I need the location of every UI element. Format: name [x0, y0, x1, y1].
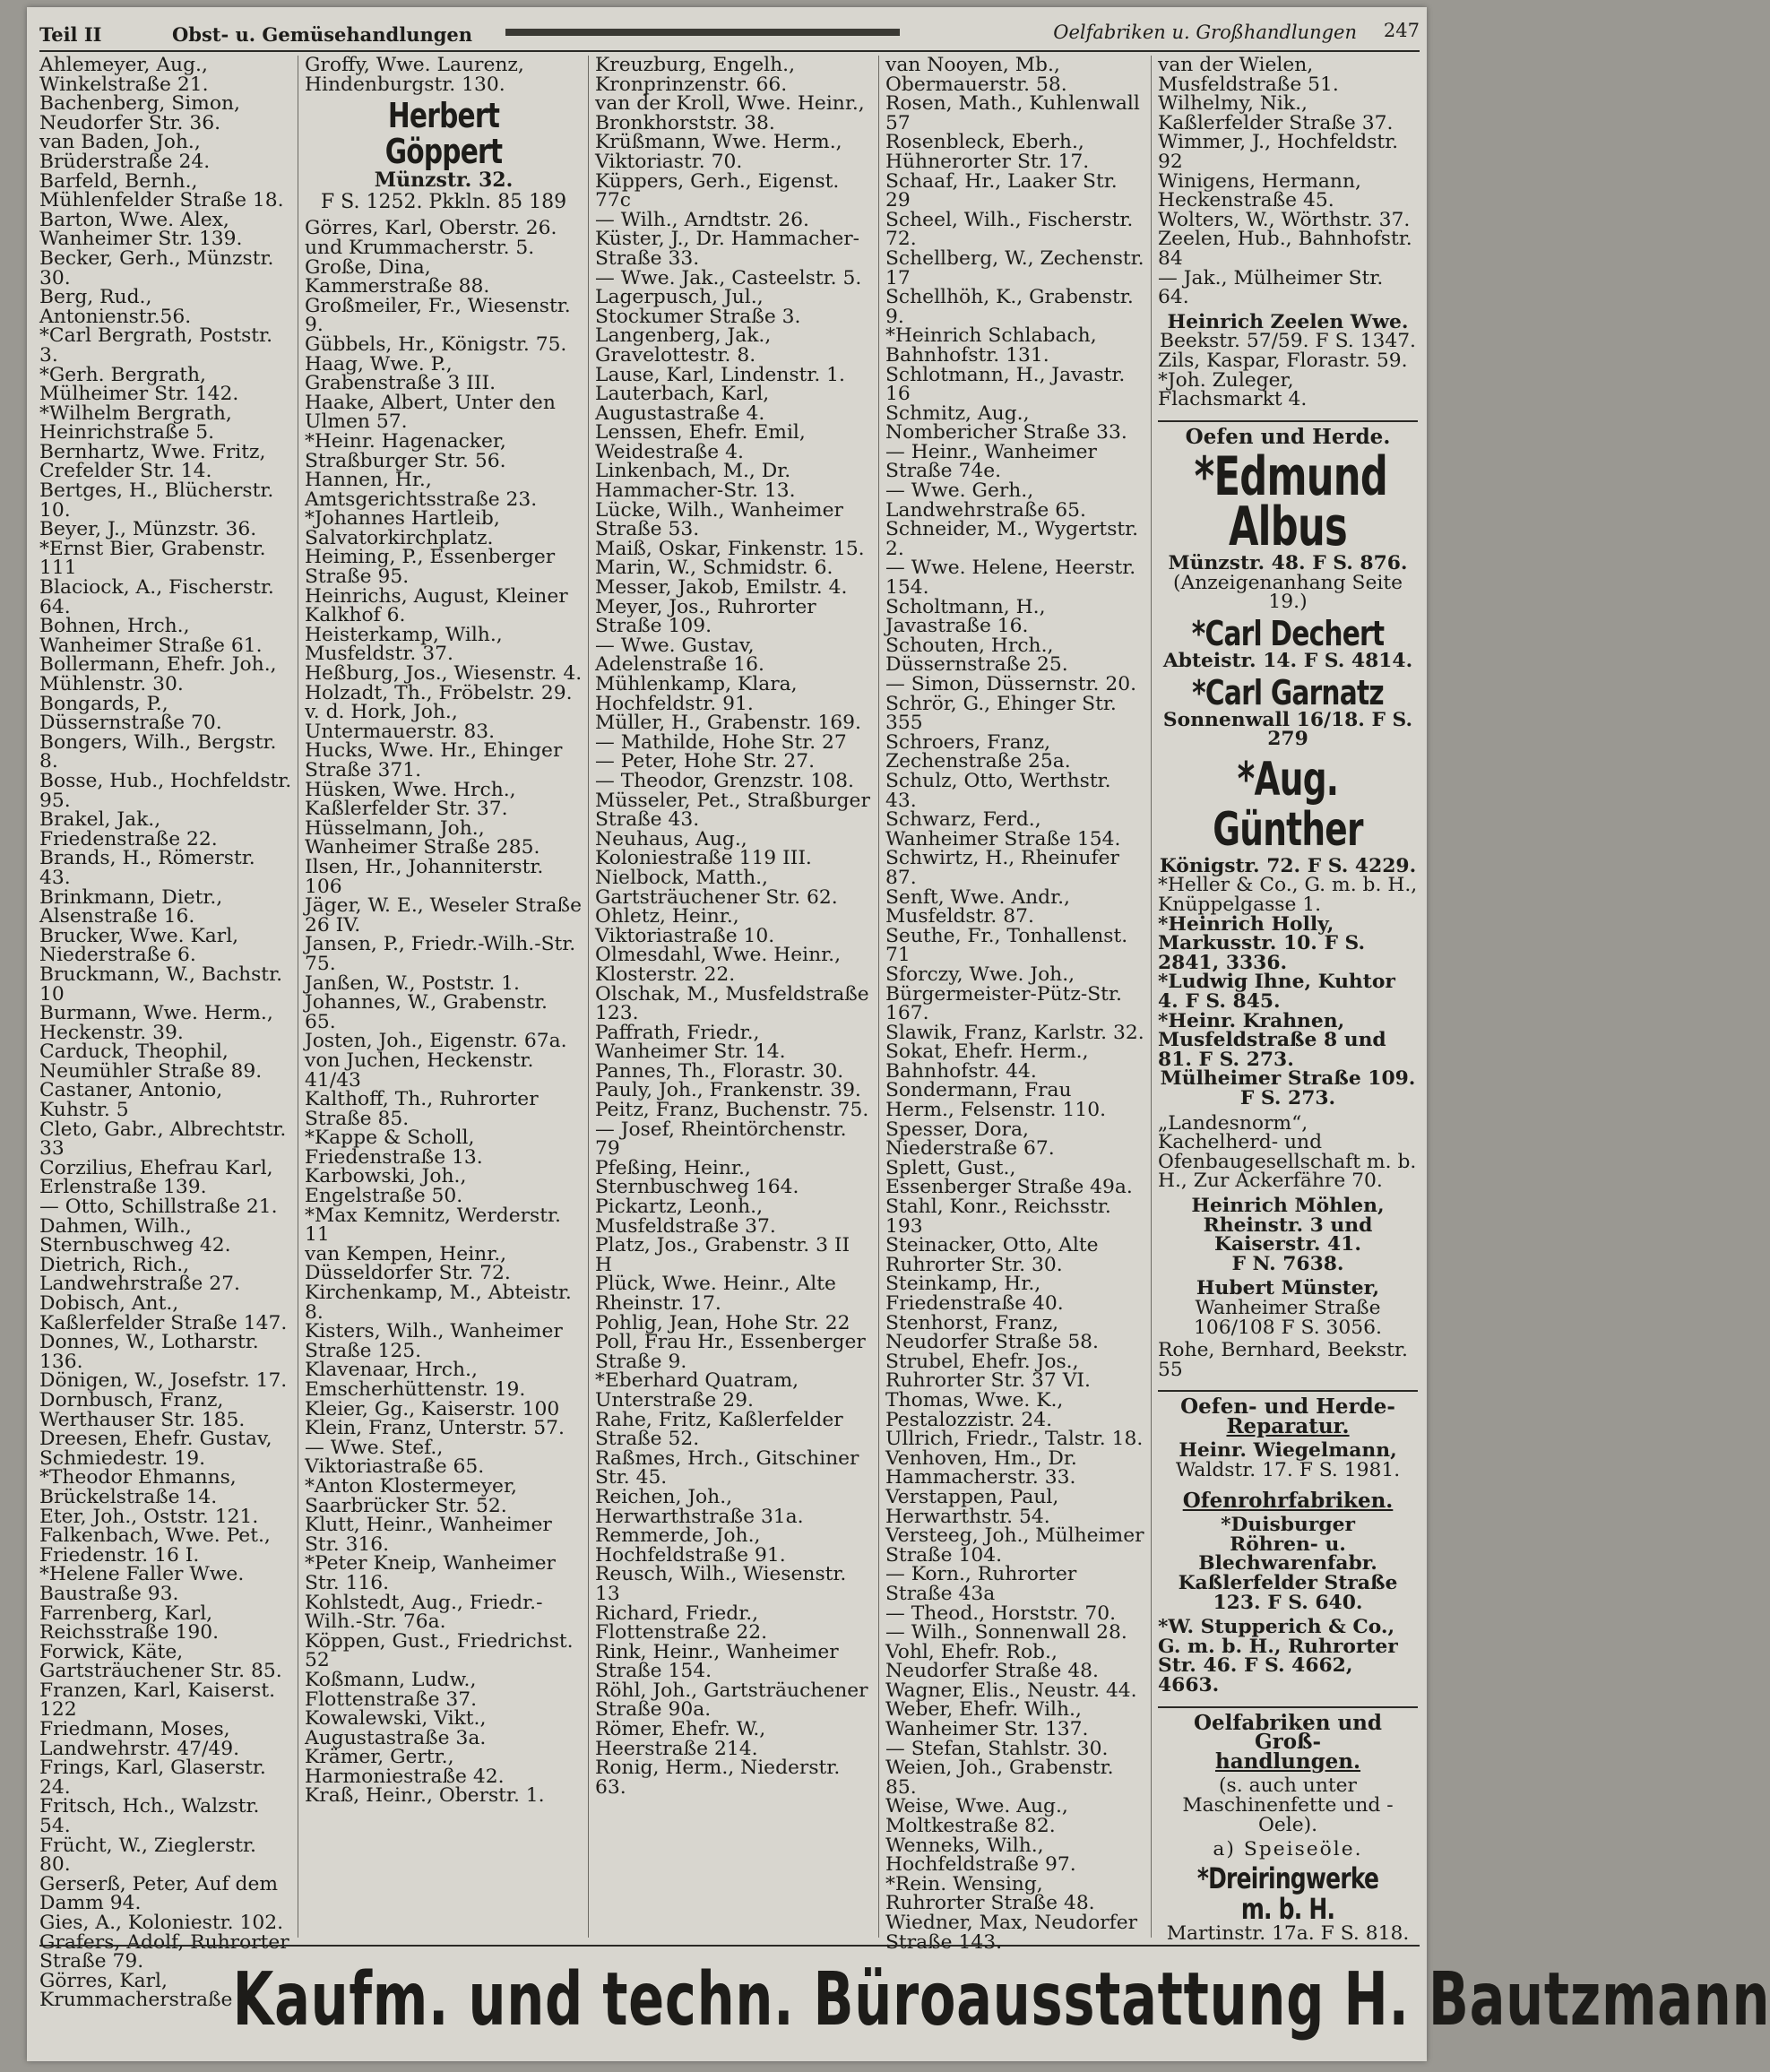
listing-oel-note: (s. auch unter Maschinenfette und -Oele).: [1182, 1774, 1394, 1836]
directory-entry: Klein, Franz, Unterstr. 57.: [305, 1417, 565, 1440]
directory-entry: Dreesen, Ehefr. Gustav, Schmiedestr. 19.: [39, 1428, 272, 1470]
section-oefen-herde: Oefen und Herde.: [1158, 420, 1418, 447]
directory-entry: Berg, Rud., Antonienstr.56.: [39, 286, 192, 328]
directory-entry: Bernhartz, Wwe. Fritz, Crefelder Str. 14.: [39, 440, 266, 483]
ad-dreiring-1: *Dreiringwerke: [1196, 1860, 1379, 1895]
page-header: [39, 16, 1420, 52]
directory-entry: Stahl, Konr., Reichsstr. 193: [885, 1196, 1111, 1238]
directory-entry: Strubel, Ehefr. Jos., Ruhrorter Str. 37 VI.: [885, 1350, 1091, 1393]
header-category: Obst- u. Gemüsehandlungen: [172, 23, 473, 46]
directory-entry: Görres, Karl, Oberstr. 26. und Krummacherstr. 5.: [305, 217, 557, 259]
directory-entry: Bollermann, Ehefr. Joh., Mühlenstr. 30.: [39, 653, 277, 695]
directory-entry: Klutt, Heinr., Wanheimer Str. 316.: [305, 1514, 552, 1556]
directory-entry: Ilsen, Hr., Johanniterstr. 106: [305, 855, 544, 898]
directory-entry: — Wwe. Helene, Heerstr. 154.: [885, 557, 1136, 600]
directory-entry: van der Kroll, Wwe. Heinr., Bronkhorststr. 38.: [595, 92, 865, 134]
directory-entry: — Theodor, Grenzstr. 108.: [595, 769, 854, 792]
listing-stupperich: *W. Stupperich & Co., G. m. b. H., Ruhrorter Str. 46. F S. 4662, 4663.: [1158, 1616, 1398, 1696]
listing-zeelen-addr: Beekstr. 57/59. F S. 1347.: [1160, 330, 1416, 353]
directory-entry: van der Wielen, Musfeldstraße 51.: [1158, 54, 1339, 96]
directory-entry: Heinrichs, August, Kleiner Kalkhof 6.: [305, 584, 568, 627]
ad-goeppert: [305, 98, 583, 212]
directory-entry: Krämer, Gertr., Harmoniestraße 42.: [305, 1746, 505, 1788]
directory-entry: Brinkmann, Dietr., Alsenstraße 16.: [39, 885, 223, 928]
directory-entry: Steinkamp, Hr., Friedenstraße 40.: [885, 1273, 1064, 1315]
directory-entry: Zeelen, Hub., Bahnhofstr. 84: [1158, 228, 1412, 270]
directory-entry: v. d. Hork, Joh., Untermauerstr. 83.: [305, 701, 495, 743]
directory-entry: Wolters, W., Wörthstr. 37.: [1158, 208, 1411, 231]
directory-entry: Gerserß, Peter, Auf dem Damm 94.: [39, 1872, 279, 1915]
directory-entry: Mühlenkamp, Klara, Hochfeldstr. 91.: [595, 673, 798, 715]
ad-garnatz-name: *Carl Garnatz: [1192, 672, 1384, 712]
directory-entry: *Gerh. Bergrath, Mülheimer Str. 142.: [39, 363, 239, 406]
directory-entry: Kowalewski, Vikt., Augustastraße 3a.: [305, 1707, 487, 1749]
directory-entry: Scholtmann, H., Javastraße 16.: [885, 595, 1046, 638]
directory-entry: *Theodor Ehmanns, Brückelstraße 14.: [39, 1466, 237, 1508]
directory-entry: Heiming, P., Essenberger Straße 95.: [305, 546, 556, 589]
directory-entry: Müller, H., Grabenstr. 169.: [595, 712, 861, 735]
bottom-advertisement: [39, 1945, 1770, 2054]
directory-entry: Groffy, Wwe. Laurenz, Hindenburgstr. 130.: [305, 54, 524, 96]
directory-entry: Castaner, Antonio, Kuhstr. 5: [39, 1079, 223, 1122]
directory-entry: Weien, Joh., Grabenstr. 85.: [885, 1757, 1114, 1799]
directory-entry: — Wwe. Jak., Casteelstr. 5.: [595, 266, 862, 289]
directory-entry: Kohlstedt, Aug., Friedr.-Wilh.-Str. 76a.: [305, 1591, 543, 1634]
directory-entry: *Johannes Hartleib, Salvatorkirchplatz.: [305, 507, 500, 549]
directory-entry: Barfeld, Bernh., Mühlenfelder Straße 18.: [39, 169, 284, 212]
directory-entry: Kalthoff, Th., Ruhrorter Straße 85.: [305, 1088, 539, 1130]
directory-entry: *Carl Bergrath, Poststr. 3.: [39, 324, 272, 367]
directory-entry: Johannes, W., Grabenstr. 65.: [305, 991, 548, 1033]
directory-entry: Poll, Frau Hr., Essenberger Straße 9.: [595, 1331, 866, 1373]
listing-ihne: *Ludwig Ihne, Kuhtor 4. F S. 845.: [1158, 971, 1395, 1013]
directory-entry: Dahmen, Wilh., Sternbuschweg 42.: [39, 1214, 231, 1257]
directory-entry: Pannes, Th., Florastr. 30.: [595, 1059, 844, 1083]
directory-entry: Ohletz, Heinr., Viktoriastraße 10.: [595, 905, 775, 947]
ad-albus-name: *Edmund Albus: [1194, 445, 1388, 559]
directory-entry: Lause, Karl, Lindenstr. 1.: [595, 363, 845, 386]
directory-entry: Rahe, Fritz, Kaßlerfelder Straße 52.: [595, 1408, 843, 1451]
directory-entry: Splett, Gust., Essenberger Straße 49a.: [885, 1156, 1133, 1199]
directory-entry: Venhoven, Hm., Dr. Hammacherstr. 33.: [885, 1446, 1077, 1489]
directory-entry: Versteeg, Joh., Mülheimer Straße 104.: [885, 1524, 1144, 1567]
directory-entry: Eter, Joh., Oststr. 121.: [39, 1505, 259, 1528]
directory-entry: Olmesdahl, Wwe. Heinr., Klosterstr. 22.: [595, 944, 842, 986]
listing-duisburger-addr: Kaßlerfelder Straße 123. F S. 640.: [1178, 1572, 1398, 1614]
listing-zils: Zils, Kaspar, Florastr. 59.: [1158, 349, 1408, 372]
directory-entry: Pohlig, Jean, Hohe Str. 22: [595, 1311, 850, 1334]
directory-entry: Schwirtz, H., Rheinufer 87.: [885, 847, 1119, 889]
directory-entry: Krüßmann, Wwe. Herm., Viktoriastr. 70.: [595, 131, 842, 173]
directory-entry: Fritsch, Hch., Walzstr. 54.: [39, 1795, 260, 1838]
directory-entry: *Kappe & Scholl, Friedenstraße 13.: [305, 1127, 483, 1169]
listing-duisburger-line: Röhren- u. Blechwarenfabr.: [1198, 1532, 1377, 1576]
listing-wiegelmann: Heinr. Wiegelmann,: [1179, 1439, 1397, 1463]
directory-entry: — Wilh., Arndtstr. 26.: [595, 208, 809, 231]
directory-entry: Weise, Wwe. Aug., Moltkestraße 82.: [885, 1795, 1068, 1838]
directory-entry: Scheel, Wilh., Fischerstr. 72.: [885, 208, 1134, 251]
ad-guenther-name: *Aug. Günther: [1213, 752, 1363, 857]
page-number: 247: [1383, 20, 1420, 41]
ad-garnatz-addr: Sonnenwall 16/18. F S. 279: [1162, 708, 1413, 751]
directory-entry: — Mathilde, Hohe Str. 27: [595, 730, 847, 754]
directory-entry: Senft, Wwe. Andr., Musfeldstr. 87.: [885, 885, 1070, 928]
directory-entry: — Jak., Mülheimer Str. 64.: [1158, 266, 1384, 309]
listing-duisburger: *Duisburger: [1221, 1514, 1355, 1537]
column-divider: [588, 56, 589, 1938]
directory-entry: Hucks, Wwe. Hr., Ehinger Straße 371.: [305, 739, 563, 781]
directory-entry: Marin, W., Schmidstr. 6.: [595, 557, 833, 580]
directory-entry: Slawik, Franz, Karlstr. 32.: [885, 1021, 1144, 1044]
directory-entry: Frücht, W., Zieglerstr. 80.: [39, 1834, 256, 1877]
directory-entry: Gübbels, Hr., Königstr. 75.: [305, 332, 567, 356]
directory-entry: Kirchenkamp, M., Abteistr. 8.: [305, 1282, 572, 1324]
directory-entry: Sokat, Ehefr. Herm., Bahnhofstr. 44.: [885, 1040, 1089, 1083]
directory-entry: *Max Kemnitz, Werderstr. 11: [305, 1204, 561, 1247]
directory-entry: Lenssen, Ehefr. Emil, Weidestraße 4.: [595, 421, 806, 463]
directory-entry: Peitz, Franz, Buchenstr. 75.: [595, 1099, 869, 1122]
ad-goeppert-name: Herbert Göppert: [384, 96, 503, 172]
section-reparatur-2: Reparatur.: [1226, 1413, 1350, 1438]
directory-entry: Lücke, Wilh., Wanheimer Straße 53.: [595, 498, 843, 541]
directory-entry: Brakel, Jak., Friedenstraße 22.: [39, 808, 218, 850]
directory-entry: Klavenaar, Hrch., Emscherhüttenstr. 19.: [305, 1359, 526, 1401]
column-2: [305, 56, 586, 1939]
directory-entry: Wiedner, Max, Neudorfer Straße 143.: [885, 1912, 1138, 1954]
directory-entry: — Theod., Horststr. 70.: [885, 1601, 1117, 1625]
section-ofenrohr: Ofenrohrfabriken.: [1182, 1488, 1394, 1513]
ad-dreiring-addr: Martinstr. 17a. F S. 818.: [1166, 1921, 1410, 1945]
directory-entry: Blaciock, A., Fischerstr. 64.: [39, 576, 274, 618]
directory-entry: *Ernst Bier, Grabenstr. 111: [39, 537, 266, 580]
directory-entry: Hüsselmann, Joh., Wanheimer Straße 285.: [305, 816, 540, 859]
section-reparatur-1: Oefen- und Herde-: [1158, 1390, 1418, 1417]
directory-entry: Wimmer, J., Hochfeldstr. 92: [1158, 131, 1399, 173]
ad-albus-note: (Anzeigenanhang Seite 19.): [1173, 571, 1403, 614]
directory-entry: Beyer, J., Münzstr. 36.: [39, 518, 257, 541]
directory-entry: Sondermann, Frau Herm., Felsenstr. 110.: [885, 1079, 1107, 1122]
ad-guenther-addr: Königstr. 72. F S. 4229.: [1159, 854, 1417, 877]
directory-entry: Hüsken, Wwe. Hrch., Kaßlerfelder Str. 37.: [305, 778, 516, 821]
directory-entry: Schellberg, W., Zechenstr. 17: [885, 246, 1144, 289]
directory-entry: *Peter Kneip, Wanheimer Str. 116.: [305, 1552, 556, 1594]
directory-entry: Bongards, P., Düssernstraße 70.: [39, 692, 222, 735]
directory-entry: *Eberhard Quatram, Unterstraße 29.: [595, 1369, 799, 1412]
section-oelfabriken-2: handlungen.: [1214, 1748, 1361, 1774]
directory-entry: Schellhöh, K., Grabenstr. 9.: [885, 286, 1134, 328]
directory-entry: Grafers, Adolf, Ruhrorter Straße 79.: [39, 1930, 289, 1973]
directory-entry: Spesser, Dora, Niederstraße 67.: [885, 1118, 1055, 1161]
directory-entry: Becker, Gerh., Münzstr. 30.: [39, 246, 274, 289]
directory-entry: Schrör, G., Ehinger Str. 355: [885, 692, 1117, 735]
directory-entry: — Wwe. Gustav, Adelenstraße 16.: [595, 634, 764, 677]
directory-entry: Josten, Joh., Eigenstr. 67a.: [305, 1030, 567, 1053]
directory-entry: Lauterbach, Karl, Augustastraße 4.: [595, 383, 770, 425]
directory-entry: Köppen, Gust., Friedrichst. 52: [305, 1629, 574, 1672]
section-oelfabriken-1: Oelfabriken und Groß-: [1158, 1706, 1418, 1752]
directory-entry: Pfeßing, Heinr., Sternbuschweg 164.: [595, 1156, 799, 1199]
directory-entry: Weber, Ehefr. Wilh., Wanheimer Str. 137.: [885, 1698, 1089, 1741]
directory-entry: Große, Dina, Kammerstraße 88.: [305, 255, 490, 298]
directory-entry: Olschak, M., Musfeldstraße 123.: [595, 982, 869, 1025]
ad-goeppert-phone: F S. 1252. Pkkln. 85 189: [320, 190, 567, 213]
directory-entry: Pickartz, Leonh., Musfeldstraße 37.: [595, 1196, 776, 1238]
directory-entry: Ullrich, Friedr., Talstr. 18.: [885, 1428, 1144, 1451]
directory-entry: Hannen, Hr., Amtsgerichtsstraße 23.: [305, 469, 538, 511]
directory-entry: Schaaf, Hr., Laaker Str. 29: [885, 169, 1118, 212]
directory-entry: Schouten, Hrch., Düssernstraße 25.: [885, 634, 1068, 677]
header-right-category: Oelfabriken u. Großhandlungen: [1053, 22, 1357, 43]
directory-entry: Kleier, Gg., Kaiserstr. 100: [305, 1397, 560, 1420]
directory-entry: Stenhorst, Franz, Neudorfer Straße 58.: [885, 1311, 1099, 1354]
directory-entry: Thomas, Wwe. K., Pestalozzistr. 24.: [885, 1388, 1064, 1431]
directory-entry: Plück, Wwe. Heinr., Alte Rheinstr. 17.: [595, 1273, 836, 1315]
directory-entry: Langenberg, Jak., Gravelottestr. 8.: [595, 324, 772, 367]
directory-entry: Dornbusch, Franz, Werthauser Str. 185.: [39, 1388, 246, 1431]
directory-entry: Karbowski, Joh., Engelstraße 50.: [305, 1165, 467, 1208]
directory-entry: Römer, Ehefr. W., Heerstraße 214.: [595, 1718, 766, 1760]
directory-entry: Gies, A., Koloniestr. 102.: [39, 1912, 284, 1934]
directory-entry: Schwarz, Ferd., Wanheimer Straße 154.: [885, 808, 1121, 850]
directory-entry: Müsseler, Pet., Straßburger Straße 43.: [595, 789, 870, 832]
directory-entry: Raßmes, Hrch., Gitschiner Str. 45.: [595, 1446, 859, 1489]
column-4: [885, 54, 1149, 1954]
header-ornament: [505, 29, 900, 36]
listing-speiseoele: a) Speiseöle.: [1213, 1838, 1363, 1861]
directory-entry: Meyer, Jos., Ruhrorter Straße 109.: [595, 595, 816, 638]
directory-entry: Schlotmann, H., Javastr. 16: [885, 363, 1126, 406]
directory-entry: Verstappen, Paul, Herwarthstr. 54.: [885, 1485, 1059, 1528]
directory-entry: Pauly, Joh., Frankenstr. 39.: [595, 1079, 861, 1102]
directory-entry: Linkenbach, M., Dr. Hammacher-Str. 13.: [595, 460, 796, 503]
directory-entry: Kreuzburg, Engelh., Kronprinzenstr. 66.: [595, 54, 796, 96]
directory-entry: Barton, Wwe. Alex, Wanheimer Str. 139.: [39, 208, 243, 251]
directory-entry: Forwick, Käte, Gartsträuchener Str. 85.: [39, 1640, 282, 1683]
directory-entry: Platz, Jos., Grabenstr. 3 II H: [595, 1234, 850, 1276]
directory-entry: Kisters, Wilh., Wanheimer Straße 125.: [305, 1320, 563, 1362]
directory-entry: Farrenberg, Karl, Reichsstraße 190.: [39, 1601, 219, 1645]
directory-entry: Richard, Friedr., Flottenstraße 22.: [595, 1601, 768, 1645]
directory-entry: Haake, Albert, Unter den Ulmen 57.: [305, 391, 556, 434]
directory-entry: *Heinr. Hagenacker, Straßburger Str. 56.: [305, 429, 506, 472]
directory-entry: Bachenberg, Simon, Neudorfer Str. 36.: [39, 92, 240, 134]
column-5: [1158, 54, 1421, 1945]
directory-entry: Jäger, W. E., Weseler Straße 26 IV.: [305, 894, 583, 937]
directory-entry: Sforczy, Wwe. Joh., Bürgermeister-Pütz-Str. 167.: [885, 963, 1122, 1025]
directory-entry: Görres, Karl, Krummacherstraße 5.: [39, 1969, 258, 2012]
listing-moehlen: Heinrich Möhlen, Rheinstr. 3 und Kaiserstr. 41.: [1191, 1194, 1385, 1256]
directory-entry: Corzilius, Ehefrau Karl, Erlenstraße 139.: [39, 1156, 273, 1199]
bottom-ad-text: Kaufm. und techn. Büroausstattung H. Bautzmann: [232, 1957, 1770, 2042]
directory-entry: Cleto, Gabr., Albrechtstr. 33: [39, 1118, 287, 1161]
directory-entry: *Heinrich Schlabach, Bahnhofstr. 131.: [885, 324, 1097, 367]
directory-entry: — Heinr., Wanheimer Straße 74e.: [885, 440, 1097, 483]
directory-entry: *Rein. Wensing, Ruhrorter Straße 48.: [885, 1872, 1095, 1915]
directory-entry: Küster, J., Dr. Hammacher-Straße 33.: [595, 228, 860, 270]
listing-moehlen-phone: F N. 7638.: [1231, 1252, 1344, 1275]
directory-entry: — Josef, Rheintörchenstr. 79: [595, 1118, 847, 1161]
column-1: [39, 54, 296, 2012]
directory-entry: van Kempen, Heinr., Düsseldorfer Str. 72.: [305, 1242, 511, 1285]
directory-entry: Dönigen, W., Josefstr. 17.: [39, 1369, 288, 1393]
directory-entry: Schneider, M., Wygertstr. 2.: [885, 518, 1139, 560]
listing-muenster-name: Hubert Münster,: [1196, 1277, 1380, 1300]
directory-entry: Küppers, Gerh., Eigenst. 77c: [595, 169, 840, 212]
directory-entry: Bongers, Wilh., Bergstr. 8.: [39, 730, 277, 773]
directory-entry: Donnes, W., Lotharstr. 136.: [39, 1331, 259, 1373]
directory-entry: Falkenbach, Wwe. Pet., Friedenstr. 16 I.: [39, 1524, 271, 1567]
directory-entry: Bruckmann, W., Bachstr. 10: [39, 963, 283, 1006]
directory-entry: — Peter, Hohe Str. 27.: [595, 750, 816, 773]
directory-entry: — Wilh., Sonnenwall 28.: [885, 1621, 1127, 1645]
directory-entry: Schulz, Otto, Werthstr. 43.: [885, 769, 1111, 812]
listing-landesnorm: „Landesnorm“, Kachelherd- und Ofenbaugesellschaft m. b. H., Zur Ackerfähre 70.: [1158, 1111, 1417, 1193]
directory-entry: Koßmann, Ludw., Flottenstraße 37.: [305, 1668, 478, 1711]
directory-entry: Bertges, H., Blücherstr. 10.: [39, 479, 274, 522]
directory-entry: Franzen, Karl, Kaiserst. 122: [39, 1679, 276, 1722]
directory-entry: Rosenbleck, Eberh., Hühnerorter Str. 17.: [885, 131, 1090, 173]
listing-holly: *Heinrich Holly, Markusstr. 10. F S. 2841, 3336.: [1158, 912, 1366, 974]
directory-entry: Jansen, P., Friedr.-Wilh.-Str. 75.: [305, 933, 576, 975]
directory-entry: *Helene Faller Wwe. Baustraße 93.: [39, 1563, 245, 1605]
column-3: [595, 56, 876, 1939]
directory-entry: *Wilhelm Bergrath, Heinrichstraße 5.: [39, 401, 232, 445]
directory-entry: Wenneks, Wilh., Hochfeldstraße 97.: [885, 1834, 1076, 1877]
listing-muelheimer: Mülheimer Straße 109. F S. 273.: [1160, 1067, 1416, 1109]
directory-entry: Ronig, Herm., Niederstr. 63.: [595, 1757, 841, 1799]
column-divider: [878, 56, 879, 1938]
directory-entry: von Juchen, Heckenstr. 41/43: [305, 1049, 534, 1092]
ad-dechert-addr: Abteistr. 14. F S. 4814.: [1162, 650, 1413, 673]
directory-entry: Seuthe, Fr., Tonhallenst. 71: [885, 924, 1128, 967]
directory-entry: Friedmann, Moses, Landwehrstr. 47/49.: [39, 1718, 240, 1760]
directory-entry: Vohl, Ehefr. Rob., Neudorfer Straße 48.: [885, 1640, 1099, 1683]
directory-entry: Nielbock, Matth., Gartsträuchener Str. 62.: [595, 866, 838, 909]
directory-entry: Messer, Jakob, Emilstr. 4.: [595, 576, 848, 600]
directory-entry: Schroers, Franz, Zechenstraße 25a.: [885, 730, 1071, 773]
directory-entry: Kraß, Heinr., Oberstr. 1.: [305, 1784, 545, 1808]
directory-entry: — Wwe. Gerh., Landwehrstraße 65.: [885, 479, 1086, 522]
directory-entry: Janßen, W., Poststr. 1.: [305, 971, 520, 995]
directory-entry: Maiß, Oskar, Finkenstr. 15.: [595, 537, 865, 560]
directory-entry: Remmerde, Joh., Hochfeldstraße 91.: [595, 1524, 786, 1567]
directory-entry: Dobisch, Ant., Kaßlerfelder Straße 147.: [39, 1292, 288, 1334]
listing-zuleger: *Joh. Zuleger, Flachsmarkt 4.: [1158, 368, 1308, 411]
ad-goeppert-street: Münzstr. 32.: [374, 168, 514, 193]
directory-entry: Rosen, Math., Kuhlenwall 57: [885, 92, 1140, 134]
directory-entry: Haag, Wwe. P., Grabenstraße 3 III.: [305, 352, 496, 395]
directory-entry: Holzadt, Th., Fröbelstr. 29.: [305, 681, 573, 704]
directory-entry: Brucker, Wwe. Karl, Niederstraße 6.: [39, 924, 239, 967]
directory-entry: — Korn., Ruhrorter Straße 43a: [885, 1563, 1077, 1605]
directory-entry: Schmitz, Aug., Nombericher Straße 33.: [885, 401, 1127, 445]
directory-entry: van Nooyen, Mb., Obermauerstr. 58.: [885, 54, 1067, 96]
directory-entry: Neuhaus, Aug., Koloniestraße 119 III.: [595, 827, 812, 870]
directory-entry: van Baden, Joh., Brüderstraße 24.: [39, 131, 211, 173]
directory-entry: Brands, H., Römerstr. 43.: [39, 847, 255, 889]
listing-muenster-addr: Wanheimer Straße 106/108 F S. 3056.: [1194, 1296, 1382, 1339]
directory-page: [27, 7, 1770, 2061]
directory-entry: Burmann, Wwe. Herm., Heckenstr. 39.: [39, 1002, 273, 1044]
directory-entry: Reusch, Wilh., Wiesenstr. 13: [595, 1563, 847, 1605]
directory-entry: Wagner, Elis., Neustr. 44.: [885, 1679, 1137, 1702]
column-divider: [1151, 56, 1152, 1938]
directory-entry: Lagerpusch, Jul., Stockumer Straße 3.: [595, 286, 801, 328]
directory-entry: Frings, Karl, Glaserstr. 24.: [39, 1757, 266, 1799]
directory-entry: Steinacker, Otto, Alte Ruhrorter Str. 30.: [885, 1234, 1099, 1276]
directory-entry: — Otto, Schillstraße 21.: [39, 1196, 278, 1219]
directory-entry: Winigens, Hermann, Heckenstraße 45.: [1158, 169, 1361, 212]
directory-entry: Röhl, Joh., Gartsträuchener Straße 90a.: [595, 1679, 868, 1722]
ad-dreiring-2: m. b. H.: [1240, 1891, 1335, 1926]
directory-entry: — Wwe. Stef., Viktoriastraße 65.: [305, 1436, 485, 1479]
listing-heller: *Heller & Co., G. m. b. H., Knüppelgasse 1.: [1158, 874, 1418, 917]
directory-entry: Rink, Heinr., Wanheimer Straße 154.: [595, 1640, 839, 1683]
directory-entry: Reichen, Joh., Herwarthstraße 31a.: [595, 1485, 804, 1528]
directory-entry: Paffrath, Friedr., Wanheimer Str. 14.: [595, 1021, 786, 1064]
directory-entry: Dietrich, Rich., Landwehrstraße 27.: [39, 1253, 240, 1296]
directory-entry: Großmeiler, Fr., Wiesenstr. 9.: [305, 294, 571, 337]
directory-entry: Carduck, Theophil, Neumühler Straße 89.: [39, 1040, 263, 1083]
directory-entry: — Simon, Düssernstr. 20.: [885, 673, 1137, 695]
listing-wiegelmann-addr: Waldstr. 17. F S. 1981.: [1175, 1459, 1401, 1482]
listing-rohe: Rohe, Bernhard, Beekstr. 55: [1158, 1339, 1408, 1381]
directory-entry: Bohnen, Hrch., Wanheimer Straße 61.: [39, 615, 263, 657]
ad-albus-addr: Münzstr. 48. F S. 876.: [1168, 552, 1408, 575]
directory-entry: — Stefan, Stahlstr. 30.: [885, 1737, 1109, 1760]
ad-dechert-name: *Carl Dechert: [1191, 614, 1385, 654]
listing-krahnen: *Heinr. Krahnen, Musfeldstraße 8 und 81. F S. 273.: [1158, 1009, 1386, 1071]
directory-entry: Ahlemeyer, Aug., Winkelstraße 21.: [39, 54, 209, 96]
directory-entry: Bosse, Hub., Hochfeldstr. 95.: [39, 769, 292, 812]
directory-entry: *Anton Klostermeyer, Saarbrücker Str. 52.: [305, 1474, 517, 1517]
directory-entry: Heßburg, Jos., Wiesenstr. 4.: [305, 662, 583, 686]
listing-zeelen-name: Heinrich Zeelen Wwe.: [1167, 310, 1409, 333]
directory-entry: Wilhelmy, Nik., Kaßlerfelder Straße 37.: [1158, 92, 1394, 134]
header-section: Teil II: [39, 23, 102, 46]
directory-entry: Heisterkamp, Wilh., Musfeldstr. 37.: [305, 623, 503, 666]
